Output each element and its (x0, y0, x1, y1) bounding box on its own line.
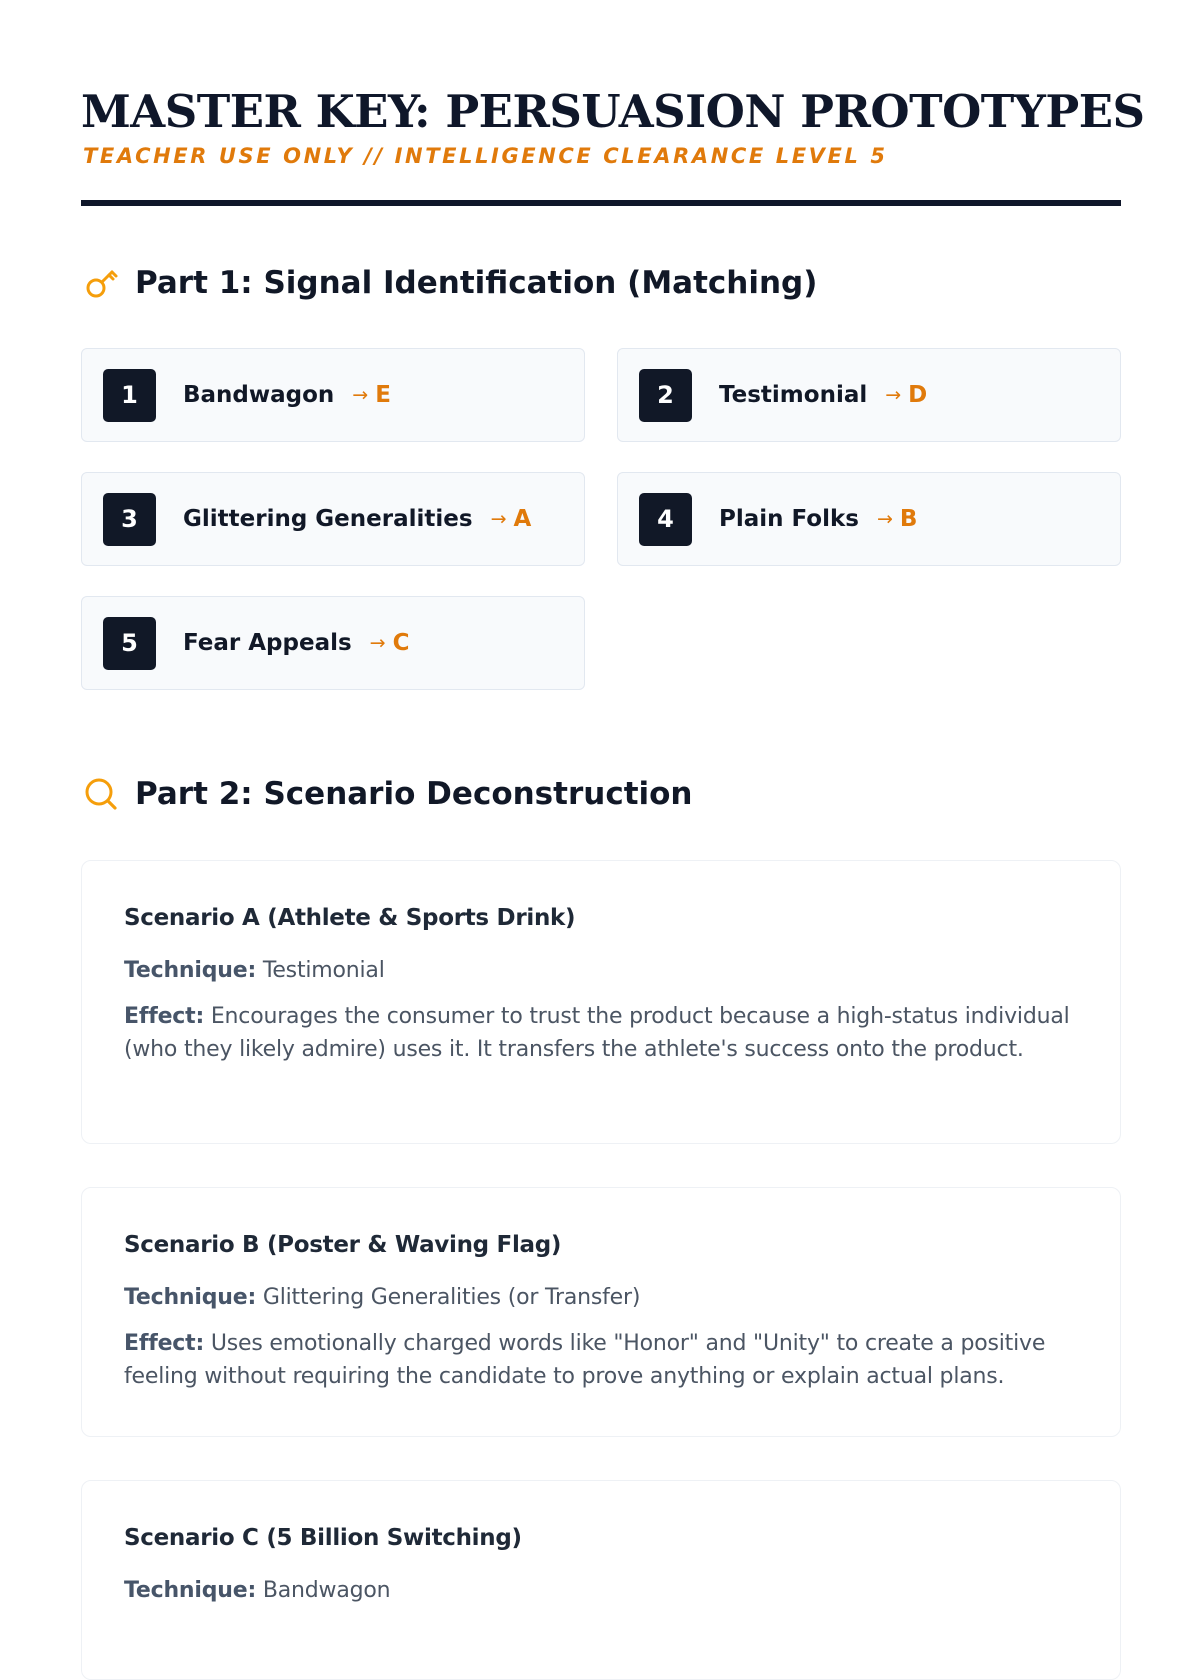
arrow-icon: → (352, 384, 369, 406)
scenario-title: Scenario C (5 Billion Switching) (124, 1525, 522, 1551)
match-answer: D (908, 382, 928, 408)
arrow-icon: → (490, 508, 507, 530)
scenario-card (81, 1480, 1121, 1680)
arrow-icon: → (876, 508, 893, 530)
effect-value: Encourages the consumer to trust the product because a high-status individual (who they likely admire) uses it. It transfers the athlete's success onto the product. (124, 1004, 1070, 1062)
scenario-title: Scenario A (Athlete & Sports Drink) (124, 905, 576, 931)
part2-title: Part 2: Scenario Deconstruction (135, 776, 693, 812)
arrow-icon: → (369, 632, 386, 654)
technique-row (124, 954, 1078, 987)
arrow-icon: → (885, 384, 902, 406)
match-term: Testimonial (719, 382, 868, 408)
match-number: 2 (639, 369, 692, 422)
header-divider (81, 200, 1121, 206)
match-item (617, 472, 1121, 566)
match-term: Glittering Generalities (183, 506, 473, 532)
match-item (81, 596, 585, 690)
match-answer: B (899, 506, 918, 532)
effect-row (124, 1327, 1078, 1393)
match-item (81, 348, 585, 442)
technique-label: Technique: (124, 1578, 257, 1603)
technique-value: Bandwagon (262, 1578, 391, 1603)
match-answer: A (513, 506, 532, 532)
part1-title: Part 1: Signal Identification (Matching) (135, 265, 818, 301)
match-number: 3 (103, 493, 156, 546)
page-subtitle: TEACHER USE ONLY // INTELLIGENCE CLEARANCE LEVEL 5 (83, 144, 888, 168)
search-icon (81, 774, 121, 814)
technique-row (124, 1281, 1078, 1314)
scenario-card (81, 860, 1121, 1144)
scenario-title: Scenario B (Poster & Waving Flag) (124, 1232, 562, 1258)
effect-value: Uses emotionally charged words like "Honor" and "Unity" to create a positive feeling without requiring the candidate to prove anything or explain actual plans. (124, 1331, 1046, 1389)
match-term: Plain Folks (719, 506, 859, 532)
match-term: Fear Appeals (183, 630, 352, 656)
part2-heading (81, 774, 693, 814)
match-term: Bandwagon (183, 382, 335, 408)
match-number: 5 (103, 617, 156, 670)
part1-heading (81, 263, 817, 303)
technique-label: Technique: (124, 1285, 257, 1310)
match-number: 4 (639, 493, 692, 546)
page-title: MASTER KEY: PERSUASION PROTOTYPES (81, 85, 1145, 138)
scenario-card (81, 1187, 1121, 1437)
technique-row (124, 1574, 1078, 1607)
match-answer: C (392, 630, 410, 656)
technique-label: Technique: (124, 958, 257, 983)
match-number: 1 (103, 369, 156, 422)
match-item (81, 472, 585, 566)
match-item (617, 348, 1121, 442)
effect-label: Effect: (124, 1331, 205, 1356)
key-icon (81, 263, 121, 303)
effect-row (124, 1000, 1078, 1066)
match-answer: E (375, 382, 391, 408)
technique-value: Testimonial (262, 958, 385, 983)
effect-label: Effect: (124, 1004, 205, 1029)
technique-value: Glittering Generalities (or Transfer) (262, 1285, 641, 1310)
